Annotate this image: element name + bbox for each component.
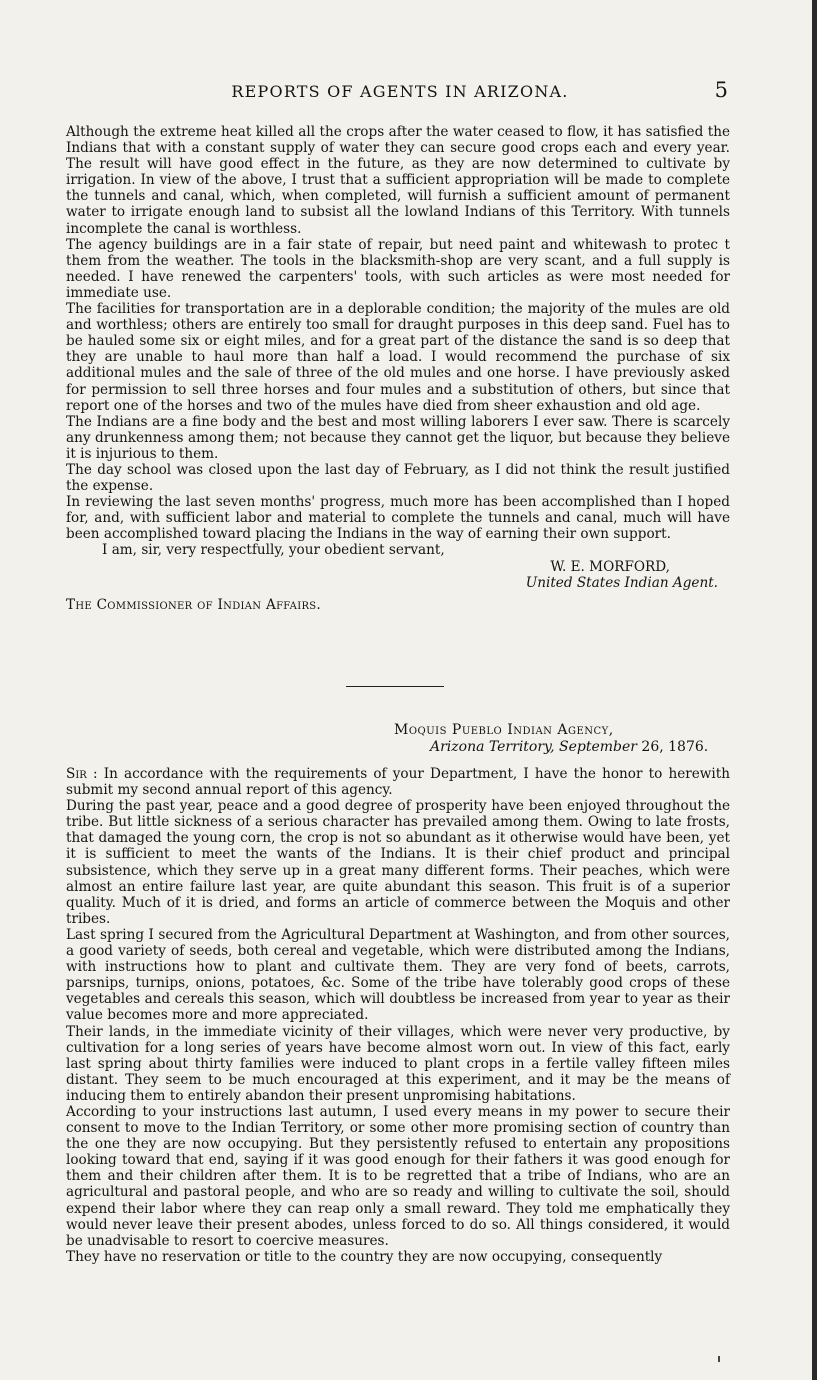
paragraph-buildings: The agency buildings are in a fair state of repair, but need paint and whitewash to protec t them from the weather. The tools in the blacksmith-shop are very scant, and a full supply is needed. I have renewed the carpenters' tools, with such articles as were most needed for immediate use. [66, 236, 730, 301]
print-mark [718, 1356, 720, 1362]
paragraph-reservation: They have no reservation or title to the country they are now occupying, consequently [66, 1248, 663, 1265]
paragraph-school: The day school was closed upon the last day of February, as I did not think the result justified the expense. [66, 461, 730, 495]
second-report [66, 766, 730, 1265]
paragraph-progress: In reviewing the last seven months' progress, much more has been accomplished than I hoped for, and, with sufficient labor and material to complete the tunnels and canal, much will have been accomplished toward placing the Indians in the way of earning their own support. [66, 494, 730, 543]
running-title: REPORTS OF AGENTS IN ARIZONA. [231, 82, 569, 101]
signature-block [66, 559, 730, 591]
page-edge [812, 0, 817, 1380]
paragraph-irrigation: Although the extreme heat killed all the crops after the water ceased to flow, it has satisfied the Indians that with a constant supply of water they can secure good crops each and every year. The result will have good effect in the future, as they are now determined to cultivate by irrigation. In view of the above, I trust that a sufficient appropriation will be made to complete the tunnels and canal, which, when completed, will furnish a sufficient amount of permanent water to irrigate enough land to subsist all the lowland Indians of this Territory. With tunnels incomplete the canal is worthless. [66, 124, 730, 237]
date: 26, 1876. [641, 739, 709, 755]
paragraph-prosperity: During the past year, peace and a good degree of prosperity have been enjoyed throughout the tribe. But little sickness of a serious character has prevailed among them. Owing to late frosts, that damaged the young corn, the crop is not so abundant as it otherwise would have been, yet it is sufficient to meet the wants of the Indians. It is their chief product and principal subsistence, which they serve up in a great many different forms. Their peaches, which were almost an entire failure last year, are quite abundant this season. This fruit is of a superior quality. Much of it is dried, and forms an article of commerce between the Moquis and other tribes. [66, 798, 730, 927]
salutation: Sir [66, 766, 87, 782]
paragraph-seeds: Last spring I secured from the Agricultural Department at Washington, and from other sources, a good variety of seeds, both cereal and vegetable, which were distributed among the Indians, with instructions how to plant and cultivate them. They are very fond of beets, carrots, parsnips, turnips, onions, potatoes, &c. Some of the tribe have tolerably good crops of these vegetables and cereals this season, which will doubtless be increased from year to year as their value becomes more and more appreciated. [66, 926, 730, 1024]
section-divider [346, 686, 444, 687]
closing-line: I am, sir, very respectfully, your obedient servant, [102, 542, 445, 559]
place-date [380, 739, 740, 756]
signer-name: W. E. MORFORD, [550, 558, 670, 575]
dateline [380, 722, 740, 756]
paragraph-laborers: The Indians are a fine body and the best and most willing laborers I ever saw. There is scarcely any drunkenness among them; not because they cannot get the liquor, but because they believe it is injurious to them. [66, 413, 730, 462]
agency-name: Moquis Pueblo Indian Agency, [394, 722, 614, 738]
place: Arizona Territory, September [430, 739, 637, 755]
page-number: 5 [714, 78, 728, 102]
signer-title: United States Indian Agent. [525, 574, 718, 591]
first-report [66, 124, 730, 613]
paragraph-lands: Their lands, in the immediate vicinity of their villages, which were never very productive, by cultivation for a long series of years have become almost worn out. In view of this fact, early last spring about thirty families were induced to plant crops in a fertile valley fifteen miles distant. They seem to be much encouraged at this experiment, and it may be the means of inducing them to entirely abandon their present unpromising habitations. [66, 1023, 730, 1104]
paragraph-transportation: The facilities for transportation are in a deplorable condition; the majority of the mules are old and worthless; others are entirely too small for draught purposes in this deep sand. Fuel has to be hauled some six or eight miles, and for a great part of the distance the sand is so deep that they are unable to haul more than half a load. I would recommend the purchase of six additional mules and the sale of three of the old mules and one horse. I have previously asked for permission to sell three horses and four mules and a substitution of others, but since that report one of the horses and two of the mules have died from sheer exhaustion and old age. [66, 301, 730, 414]
addressee: The Commissioner of Indian Affairs. [66, 596, 322, 613]
page-header [60, 80, 740, 108]
paragraph-removal: According to your instructions last autumn, I used every means in my power to secure their consent to move to the Indian Territory, or some other more promising section of country than the one they are now occupying. But they persistently refused to entertain any propositions looking toward that end, saying if it was good enough for their fathers it was good enough for them and their children after them. It is to be regretted that a tribe of Indians, who are an agricultural and pastoral people, and who are so ready and willing to cultivate the soil, should expend their labor where they can reap only a small reward. They told me emphatically they would never leave their present abodes, unless forced to do so. All things considered, it would be unadvisable to resort to coercive measures. [66, 1103, 730, 1249]
paragraph-salutation [66, 766, 730, 798]
salutation-text: : In accordance with the requirements of your Department, I have the honor to herewith submit my second annual report of this agency. [66, 766, 730, 799]
